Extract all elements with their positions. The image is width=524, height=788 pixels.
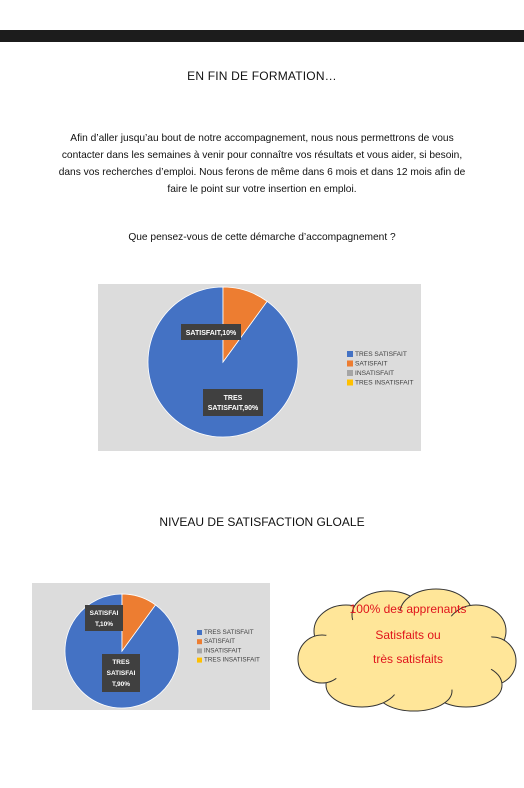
- legend-swatch: [197, 639, 202, 644]
- page-title: EN FIN DE FORMATION…: [187, 69, 337, 83]
- top-bar: [0, 30, 524, 42]
- satisfaction-chart-1: [98, 284, 421, 451]
- legend-swatch: [347, 370, 353, 376]
- cloud-line: 100% des apprenants: [349, 602, 467, 616]
- legend-label: TRES SATISFAIT: [355, 351, 407, 358]
- question-text: Que pensez-vous de cette démarche d’accompagnement ?: [128, 232, 396, 243]
- legend-swatch: [197, 658, 202, 663]
- data-label: SATISFAI: [89, 610, 119, 617]
- data-label: TRES: [112, 659, 130, 666]
- legend-label: TRES SATISFAIT: [204, 629, 254, 636]
- section-title: NIVEAU DE SATISFACTION GLOALE: [159, 515, 365, 529]
- summary-cloud: [296, 583, 520, 713]
- pie-chart-svg: [98, 284, 421, 451]
- data-label: T,90%: [111, 681, 131, 688]
- intro-line: faire le point sur votre insertion en emploi.: [167, 184, 357, 195]
- legend-label: TRES INSATISFAIT: [204, 656, 260, 664]
- cloud-line: Satisfaits ou: [375, 628, 441, 642]
- cloud-line: très satisfaits: [372, 652, 444, 666]
- legend-swatch: [347, 380, 353, 386]
- legend-swatch: [197, 630, 202, 635]
- data-label: SATISFAIT,90%: [207, 405, 259, 412]
- intro-line: contacter dans les semaines à venir pour connaître vos résultats et vous aider, si besoin,: [61, 150, 463, 161]
- legend-label: SATISFAIT: [204, 638, 236, 646]
- data-label: TRES: [223, 395, 243, 402]
- legend-label: INSATISFAIT: [204, 647, 242, 655]
- legend-label: TRES INSATISFAIT: [355, 379, 414, 387]
- data-label: SATISFAI: [106, 670, 136, 677]
- satisfaction-chart-2: [32, 583, 270, 710]
- legend-swatch: [197, 648, 202, 653]
- intro-line: dans vos recherches d’emploi. Nous ferons de même dans 6 mois et dans 12 mois afin de: [58, 167, 466, 178]
- data-label: SATISFAIT,10%: [185, 330, 237, 337]
- legend-label: SATISFAIT: [355, 360, 388, 368]
- legend-swatch: [347, 361, 353, 367]
- legend-label: INSATISFAIT: [355, 370, 395, 377]
- data-label: T,10%: [94, 621, 114, 628]
- legend-swatch: [347, 351, 353, 357]
- intro-paragraph: [40, 130, 484, 198]
- pie-chart-svg: [32, 583, 270, 710]
- intro-line: Afin d’aller jusqu’au bout de notre accompagnement, nous nous permettrons de vous: [70, 133, 454, 144]
